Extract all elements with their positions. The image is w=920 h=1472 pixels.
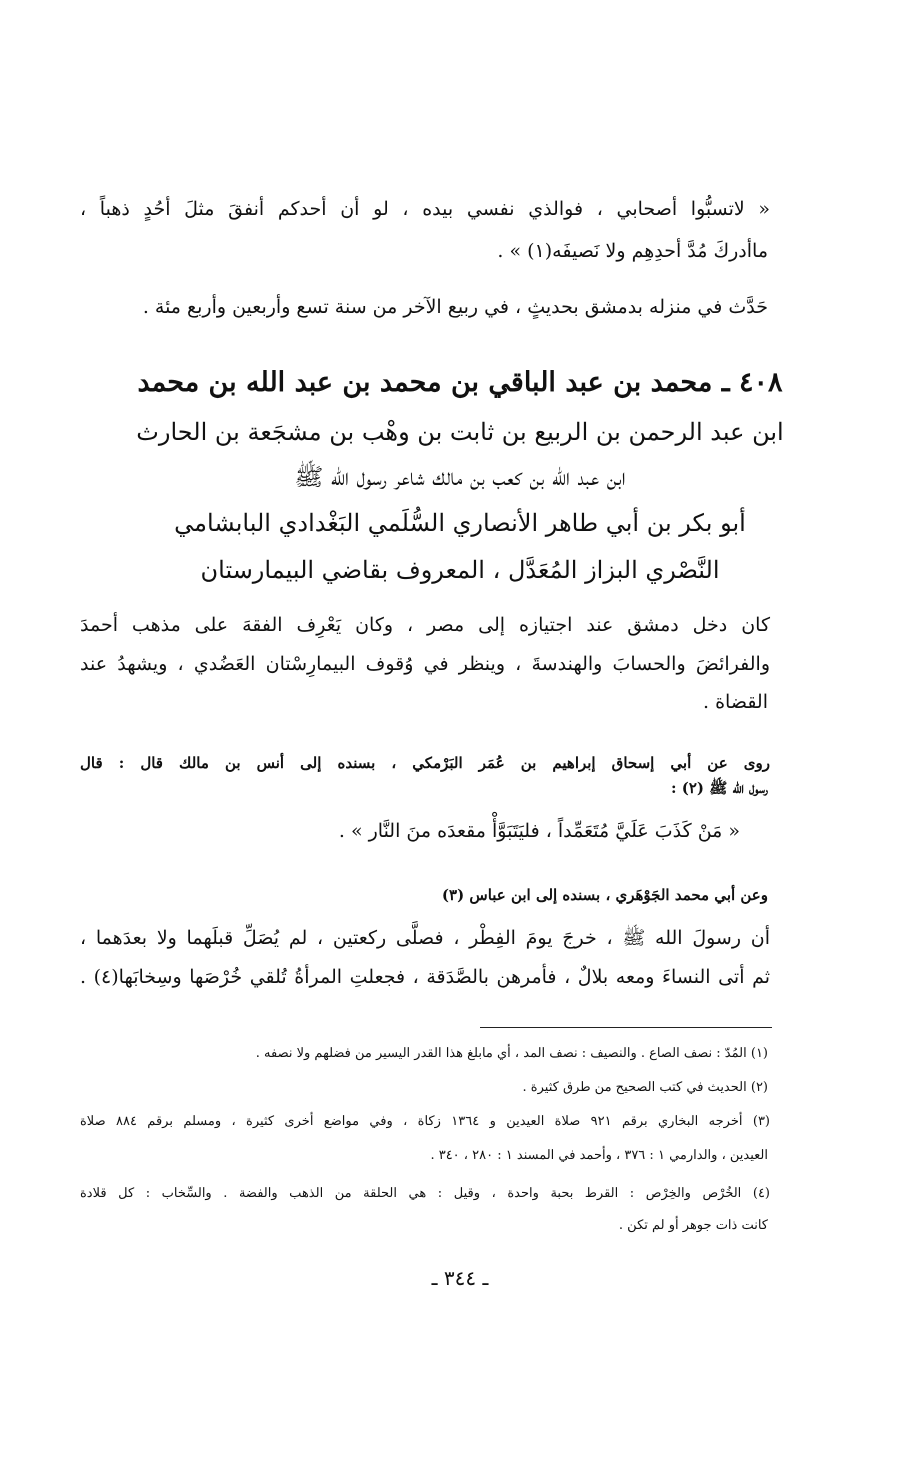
bio-line-1: كان دخل دمشق عند اجتيازه إلى مصر ، وكان يَعْرِف الفقهَ على مذهب أحمدَ [80, 614, 770, 636]
entry-title: ٤٠٨ ـ محمد بن عبد الباقي بن محمد بن عبد الله بن محمد [137, 367, 783, 398]
bio-line-2: والفرائضَ والحسابَ والهندسةَ ، وينظر في وُقوف البيمارِسْتان العَضُدي ، ويشهدُ عند [80, 653, 770, 675]
hadith1-matn: « مَنْ كَذَبَ عَلَيَّ مُتَعَمِّداً ، فليَتَبَوَّأْ مقعدَه منَ النَّار » . [338, 820, 740, 842]
bio-line-3: القضاة . [703, 691, 768, 713]
quote-line-2: ماأدركَ مُدَّ أحدِهِم ولا نَصيفَه(١) » . [497, 240, 768, 262]
hadith1-isnad-line-2: رسول الله ﷺ (٢) : [671, 779, 768, 797]
entry-line-3: أبو بكر بن أبي طاهر الأنصاري السُّلَمي البَغْدادي البابشامي [174, 509, 746, 537]
footnote-4-line-1: (٤) الخُرْص والخِرْص : القرط بحبة واحدة ، وقيل : هي الحلقة من الذهب والفضة . والسِّخاب : كل قلادة [80, 1186, 770, 1201]
narration-text: حَدَّث في منزله بدمشق بحديثٍ ، في ربيع الآخر من سنة تسع وأربعين وأربع مئة . [142, 296, 768, 318]
footnote-2: (٢) الحديث في كتب الصحيح من طرق كثيرة . [522, 1080, 768, 1095]
footnote-3-line-2: العيدين ، والدارمي ١ : ٣٧٦ ، وأحمد في المسند ١ : ٢٨٠ ، ٣٤٠ . [430, 1148, 768, 1163]
footnote-separator [480, 1027, 772, 1028]
hadith2-matn-line-1: أن رسولَ الله ﷺ ، خرجَ يومَ الفِطْر ، فصلَّى ركعتين ، لم يُصَلِّ قبلَهما ولا بعدَهما ، [80, 927, 770, 949]
footnote-4-line-2: كانت ذات جوهر أو لم تكن . [618, 1218, 768, 1233]
entry-line-1: ابن عبد الرحمن بن الربيع بن ثابت بن وهْب بن مشجَعة بن الحارث [136, 418, 784, 446]
entry-line-4: النَّصْري البزاز المُعَدَّل ، المعروف بقاضي البيمارستان [200, 556, 720, 584]
entry-line-2: ابن عبد الله بن كعب بن مالك شاعر رسول الله ﷺ [294, 463, 626, 491]
footnote-3-line-1: (٣) أخرجه البخاري برقم ٩٢١ صلاة العيدين و ١٣٦٤ زكاة ، وفي مواضع أخرى كثيرة ، ومسلم برقم ٨٨٤ صلاة [80, 1114, 770, 1129]
quote-line-1: « لاتسبُّوا أصحابي ، فوالذي نفسي بيده ، لو أن أحدكم أنفقَ مثلَ أحُدٍ ذهباً ، [80, 198, 770, 220]
footnote-1: (١) المُدّ : نصف الصاع . والنصيف : نصف المد ، أي مابلغ هذا القدر اليسير من فضلهم ولا نصفه . [255, 1046, 768, 1061]
hadith1-isnad-line-1: روى عن أبي إسحاق إبراهيم بن عُمَر البَرْمكي ، بسنده إلى أنس بن مالك قال : قال [80, 754, 770, 772]
page-number: ـ ٣٤٤ ـ [431, 1266, 489, 1290]
hadith2-isnad: وعن أبي محمد الجَوْهَري ، بسنده إلى ابن عباس (٣) [441, 886, 768, 904]
hadith2-matn-line-2: ثم أتى النساءَ ومعه بلالٌ ، فأمرهن بالصَّدَقة ، فجعلتِ المرأةُ تُلقي خُرْصَها وسِخابَها(٤) . [80, 966, 770, 988]
